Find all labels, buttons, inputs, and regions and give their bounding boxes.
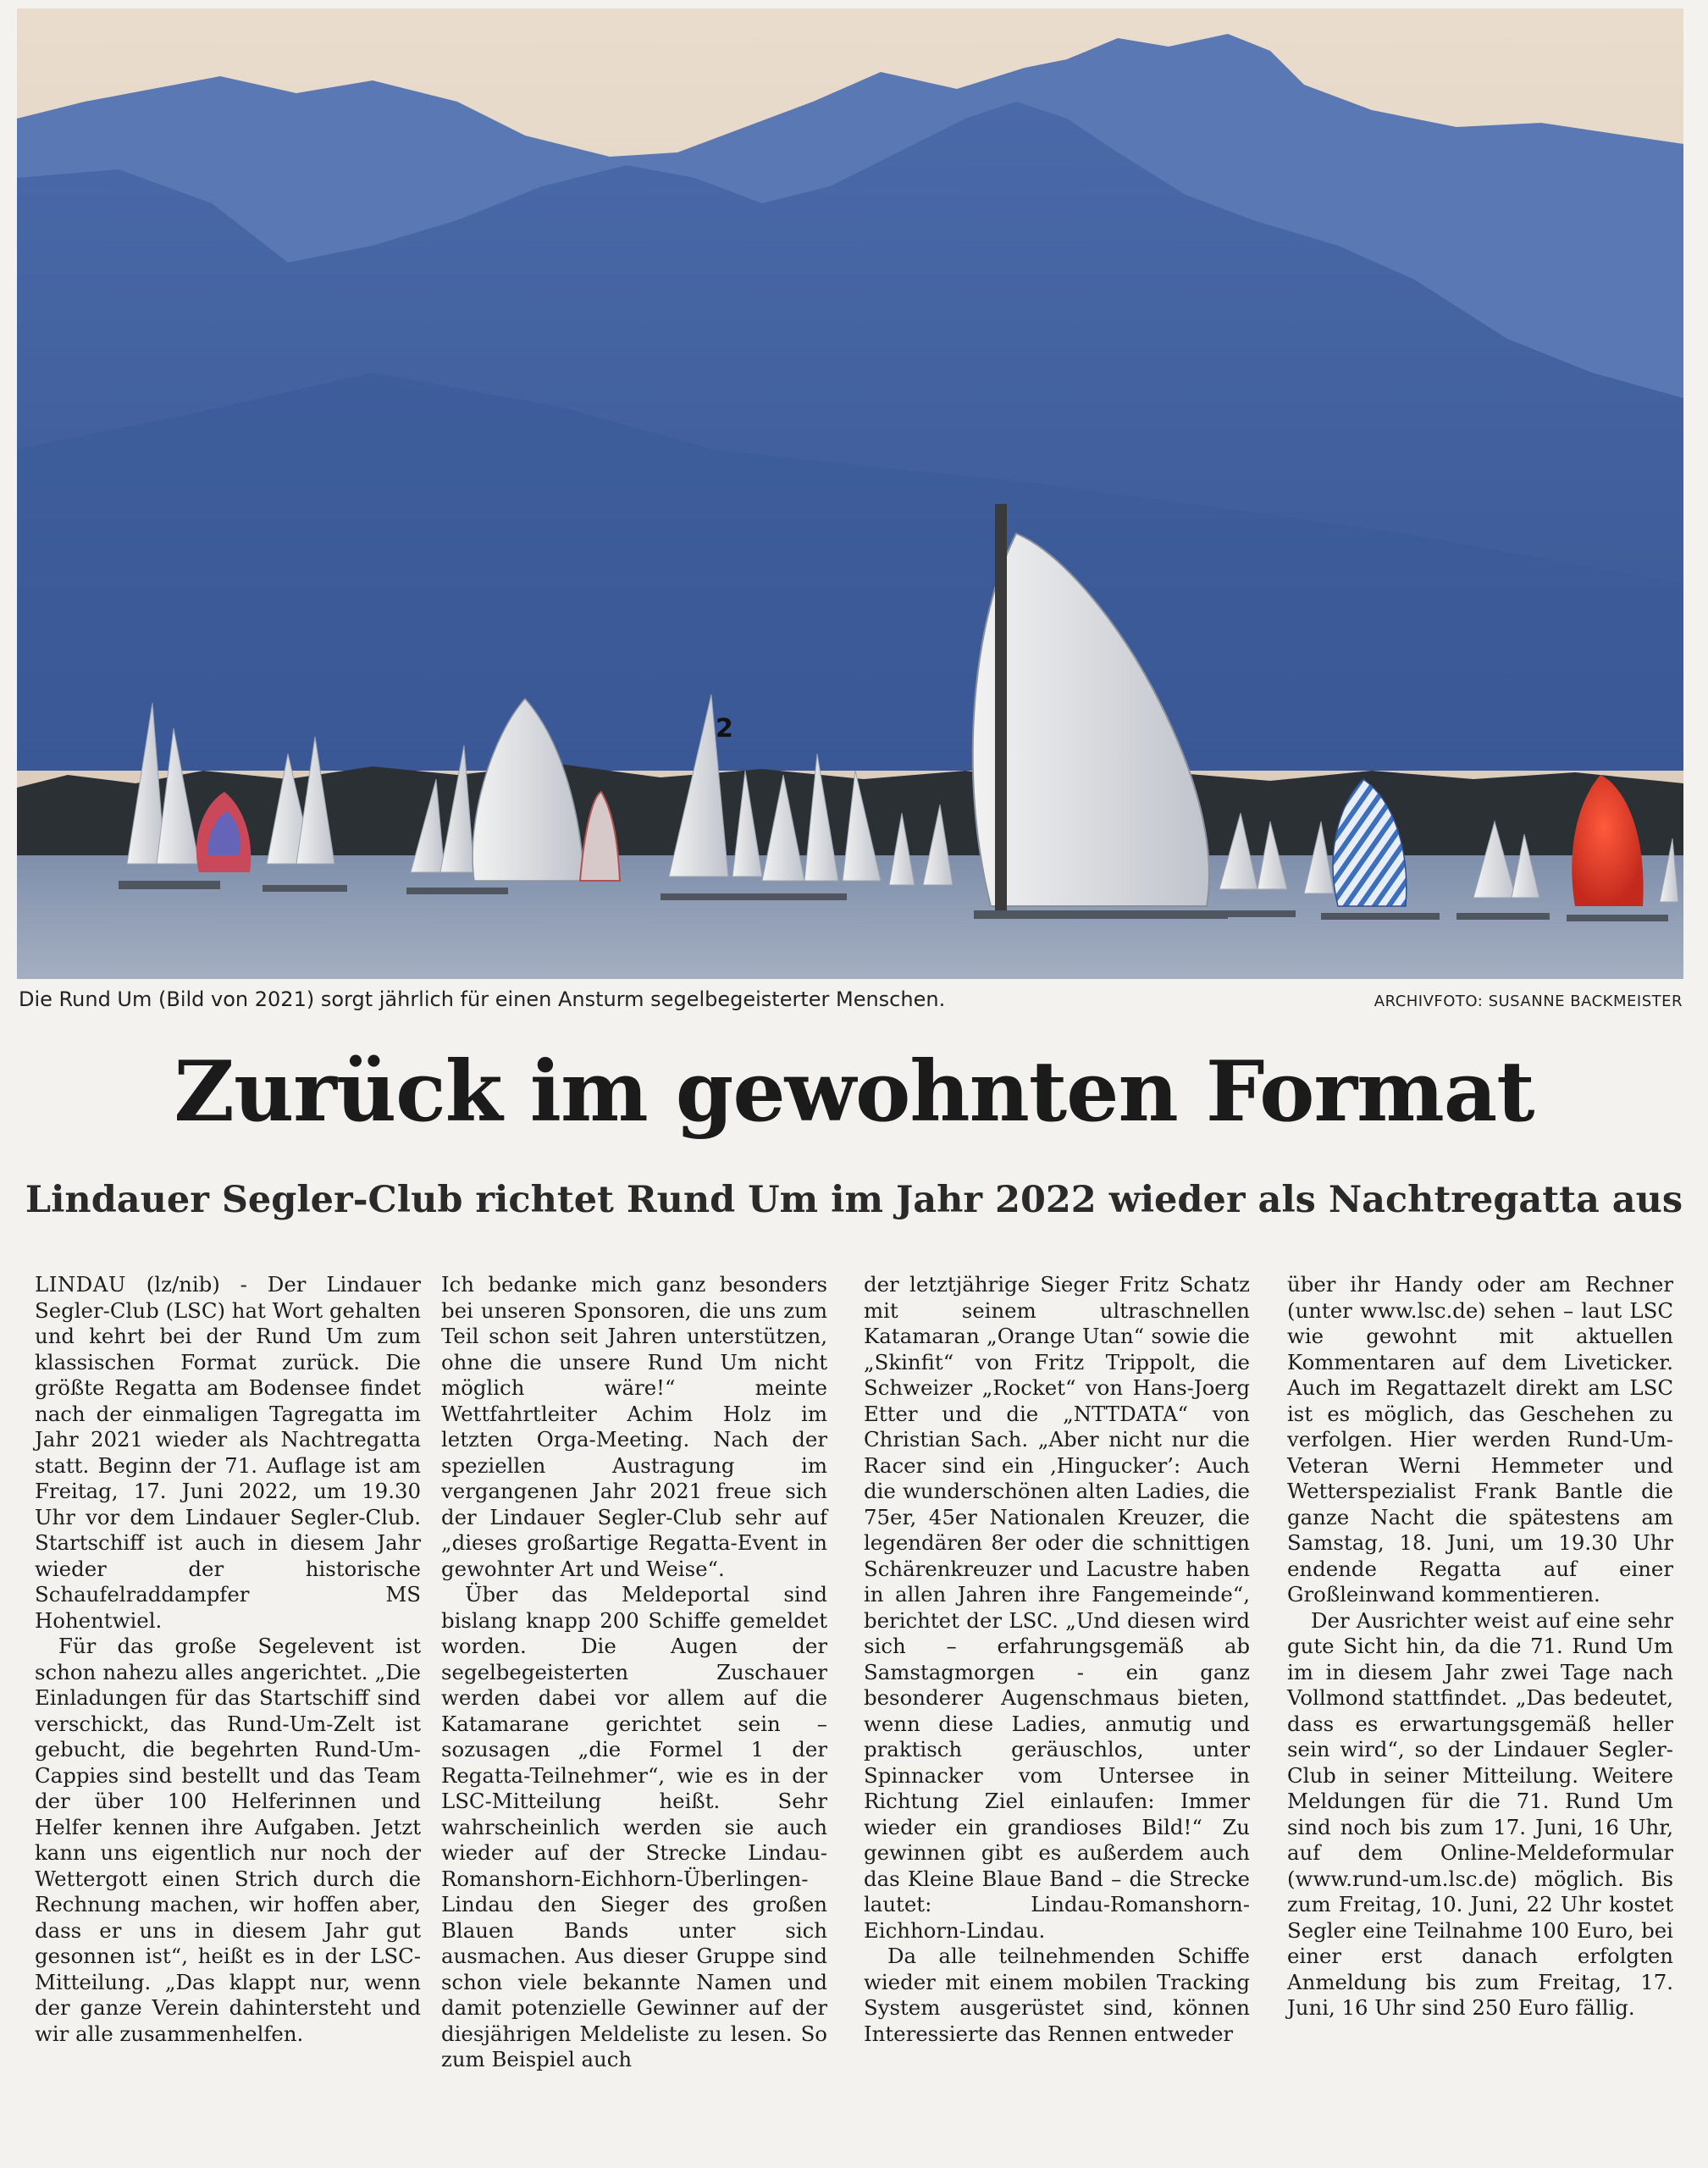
paragraph: der letztjährige Sieger Fritz Schatz mit seinem ultraschnellen Katamaran „Orange Utan“ sowie die „Skinfit“ von Fritz Trippolt, die Schweizer „Rocket“ von Hans-Joerg Etter und die „NTTDATA“ von Christian Sach. „Aber nicht nur die Racer sind ein ‚Hingucker’: Auch die wunderschönen alten Ladies, die 75er, 45er Nationalen Kreuzer, die legendären 8er oder die schnittigen Schärenkreuzer und Lacustre haben in allen Jahren ihre Fangemeinde“, berichtet der LSC. „Und diesen wird sich – erfahrungsgemäß ab Samstagmorgen - ein ganz besonderer Augenschmaus bieten, wenn diese Ladies, anmutig und praktisch geräuschlos, unter Spinnacker vom Untersee in Richtung Ziel einlaufen: Immer wieder ein grandioses Bild!“ Zu gewinnen gibt es außerdem auch das Kleine Blaue Band – die Strecke lautet: Lindau-Romanshorn-Eichhorn-Lindau.	[864, 1272, 1250, 1943]
paragraph: Für das große Segelevent ist schon nahezu alles angerichtet. „Die Einladungen für das Startschiff sind verschickt, das Rund-Um-Zelt ist gebucht, die begehrten Rund-Um- Cappies sind bestellt und das Team der über 100 Helferinnen und Helfer kennen ihre Aufgaben. Jetzt kann uns eigentlich nur noch der Wettergott einen Strich durch die Rechnung machen, wir hoffen aber, dass er uns in diesem Jahr gut gesonnen ist“, heißt es in der LSC-Mitteilung. „Das klappt nur, wenn der ganze Verein dahintersteht und wir alle zusammenhelfen.	[35, 1634, 421, 2046]
article-column-1	[35, 1272, 421, 2047]
photo-caption: Die Rund Um (Bild von 2021) sorgt jährlich für einen Ansturm segelbegeisterter Menschen.	[19, 987, 946, 1011]
regatta-photo	[17, 8, 1683, 979]
paragraph-text: (lz/nib) - Der Lindauer Segler-Club (LSC) hat Wort gehalten und kehrt bei der Rund Um zum klassischen Format zurück. Die größte Regatta am Bodensee findet nach der einmaligen Tagregatta im Jahr 2021 wieder als Nachtregatta statt. Beginn der 71. Auflage ist am Freitag, 17. Juni 2022, um 19.30 Uhr vor dem Lindauer Segler-Club. Startschiff ist auch in diesem Jahr wieder der historische Schaufelraddampfer MS Hohentwiel.	[35, 1272, 421, 1633]
paragraph	[35, 1272, 421, 1634]
paragraph: Ich bedanke mich ganz besonders bei unseren Sponsoren, die uns zum Teil schon seit Jahren unterstützen, ohne die unsere Rund Um nicht möglich wäre!“ meinte Wettfahrtleiter Achim Holz im letzten Orga-Meeting. Nach der speziellen Austragung im vergangenen Jahr 2021 freue sich der Lindauer Segler-Club sehr auf „dieses großartige Regatta-Event in gewohnter Art und Weise“.	[441, 1272, 827, 1581]
paragraph: Da alle teilnehmenden Schiffe wieder mit einem mobilen Tracking System ausgerüstet sind, können Interessierte das Rennen entweder	[864, 1944, 1250, 2046]
subheadline: Lindauer Segler-Club richtet Rund Um im Jahr 2022 wieder als Nachtregatta aus	[25, 1179, 1683, 1221]
paragraph: Über das Meldeportal sind bislang knapp 200 Schiffe gemeldet worden. Die Augen der segelbegeisterten Zuschauer werden dabei vor allem auf die Katamarane gerichtet sein – sozusagen „die Formel 1 der Regatta-Teilnehmer“, wie es in der LSC-Mitteilung heißt. Sehr wahrscheinlich werden sie auch wieder auf der Strecke Lindau-Romanshorn-Eichhorn-Überlingen-Lindau den Sieger des großen Blauen Bands unter sich ausmachen. Aus dieser Gruppe sind schon viele bekannte Namen und damit potenzielle Gewinner auf der diesjährigen Meldeliste zu lesen. So zum Beispiel auch	[441, 1582, 827, 2071]
article-column-4	[1287, 1272, 1673, 2021]
article-column-3	[864, 1272, 1250, 2047]
sail-number: 2	[716, 714, 733, 744]
article-column-2	[441, 1272, 827, 2073]
paragraph: über ihr Handy oder am Rechner (unter www.lsc.de) sehen – laut LSC wie gewohnt mit aktuellen Kommentaren auf dem Liveticker. Auch im Regattazelt direkt am LSC ist es möglich, das Geschehen zu verfolgen. Hier werden Rund-Um-Veteran Werni Hemmeter und Wetterspezialist Frank Bantle die ganze Nacht die spätestens am Samstag, 18. Juni, um 19.30 Uhr endende Regatta auf einer Großleinwand kommentieren.	[1287, 1272, 1673, 1607]
dateline: LINDAU	[35, 1272, 126, 1297]
paragraph: Der Ausrichter weist auf eine sehr gute Sicht hin, da die 71. Rund Um im in diesem Jahr zwei Tage nach Vollmond stattfindet. „Das bedeutet, dass es erwartungsgemäß heller sein wird“, so der Lindauer Segler-Club in seiner Mitteilung. Weitere Meldungen für die 71. Rund Um sind noch bis zum 17. Juni, 16 Uhr, auf dem Online-Meldeformular (www.rund-um.lsc.de) möglich. Bis zum Freitag, 10. Juni, 22 Uhr kostet Segler eine Teilnahme 100 Euro, bei einer erst danach erfolgten Anmeldung bis zum Freitag, 17. Juni, 16 Uhr sind 250 Euro fällig.	[1287, 1607, 1673, 2020]
headline: Zurück im gewohnten Format	[174, 1043, 1534, 1141]
photo-credit: ARCHIVFOTO: SUSANNE BACKMEISTER	[1374, 993, 1683, 1010]
